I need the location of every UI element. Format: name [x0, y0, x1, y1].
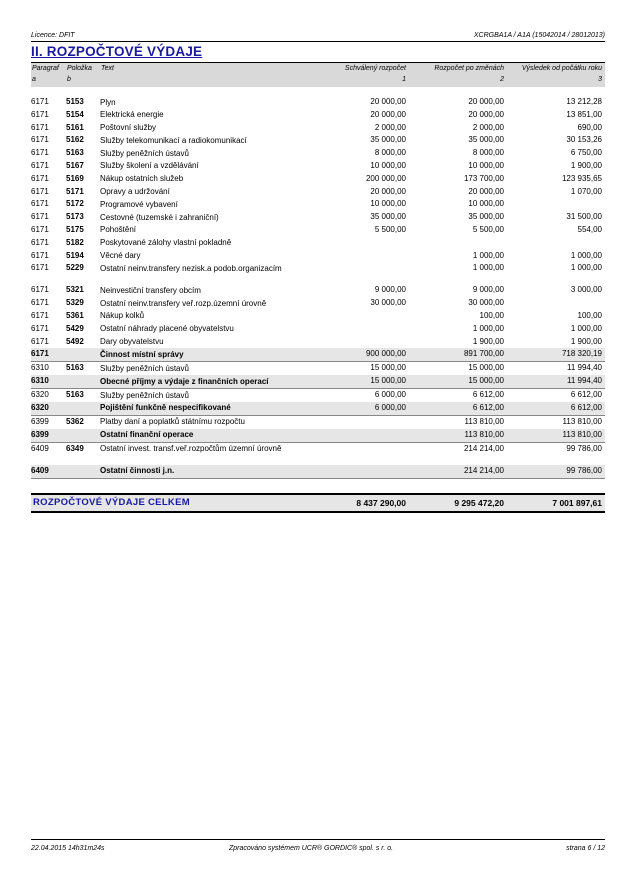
cell-schvaleny: 30 000,00	[370, 298, 406, 308]
cell-paragraf: 6399	[31, 429, 49, 439]
cell-schvaleny: 200 000,00	[365, 173, 406, 183]
col-text: Text	[101, 65, 114, 72]
cell-text: Služby peněžních ústavů	[100, 363, 189, 373]
table-row	[31, 262, 605, 284]
cell-paragraf: 6171	[31, 109, 49, 119]
subtotal-row	[31, 402, 605, 416]
cell-po-zmenach: 35 000,00	[468, 212, 504, 222]
cell-text: Programové vybavení	[100, 199, 178, 209]
report-code: XCRGBA1A / A1A (15042014 / 28012013)	[473, 32, 605, 39]
table-row	[31, 224, 605, 237]
total-schvaleny: 8 437 290,00	[356, 498, 406, 508]
cell-schvaleny: 5 500,00	[374, 224, 406, 234]
cell-po-zmenach: 2 000,00	[472, 122, 504, 132]
total-label: ROZPOČTOVÉ VÝDAJE CELKEM	[33, 497, 190, 508]
cell-text: Dary obyvatelstvu	[100, 337, 164, 347]
cell-vysledek: 123 935,65	[561, 173, 602, 183]
page-title: II. ROZPOČTOVÉ VÝDAJE	[31, 44, 203, 59]
cell-text: Ostatní neinv.transfery veř.rozp.územní úrovně	[100, 298, 267, 308]
cell-schvaleny: 10 000,00	[370, 160, 406, 170]
cell-po-zmenach: 10 000,00	[468, 160, 504, 170]
cell-text: Opravy a udržování	[100, 187, 170, 197]
cell-polozka: 5169	[66, 173, 84, 183]
cell-po-zmenach: 20 000,00	[468, 186, 504, 196]
cell-po-zmenach: 100,00	[479, 310, 504, 320]
cell-paragraf: 6171	[31, 122, 49, 132]
cell-po-zmenach: 173 700,00	[463, 173, 504, 183]
table-row	[31, 297, 605, 310]
cell-po-zmenach: 15 000,00	[468, 363, 504, 373]
cell-paragraf: 6171	[31, 135, 49, 145]
table-row	[31, 122, 605, 135]
cell-paragraf: 6171	[31, 199, 49, 209]
cell-po-zmenach: 214 214,00	[463, 465, 504, 475]
cell-po-zmenach: 1 000,00	[472, 323, 504, 333]
subtotal-row	[31, 465, 605, 479]
cell-text: Platby daní a poplatků státnímu rozpočtu	[100, 417, 245, 427]
cell-po-zmenach: 8 000,00	[472, 148, 504, 158]
cell-paragraf: 6310	[31, 363, 49, 373]
cell-schvaleny: 35 000,00	[370, 135, 406, 145]
cell-paragraf: 6171	[31, 237, 49, 247]
cell-po-zmenach: 891 700,00	[463, 349, 504, 359]
footer-page: strana 6 / 12	[566, 845, 605, 852]
cell-paragraf: 6171	[31, 97, 49, 106]
table-row	[31, 389, 605, 402]
col-paragraf: Paragraf	[32, 65, 59, 72]
table-row	[31, 134, 605, 147]
cell-vysledek: 1 900,00	[570, 160, 602, 170]
footer-timestamp: 22.04.2015 14h31m24s	[31, 845, 105, 852]
cell-polozka: 5172	[66, 199, 84, 209]
cell-paragraf: 6171	[31, 186, 49, 196]
cell-paragraf: 6171	[31, 148, 49, 158]
cell-polozka: 5163	[66, 148, 84, 158]
cell-vysledek: 6 750,00	[570, 148, 602, 158]
col-paragraf-sub: a	[32, 76, 36, 83]
total-row	[31, 493, 605, 513]
cell-paragraf: 6320	[31, 390, 49, 400]
budget-table	[31, 96, 605, 479]
cell-paragraf: 6171	[31, 173, 49, 183]
cell-paragraf: 6171	[31, 263, 49, 273]
cell-paragraf: 6171	[31, 349, 49, 359]
table-row	[31, 198, 605, 211]
cell-polozka: 5163	[66, 390, 84, 400]
cell-po-zmenach: 9 000,00	[472, 285, 504, 295]
cell-text: Ostatní činnosti j.n.	[100, 466, 175, 476]
cell-text: Ostatní invest. transf.veř.rozpočtům územní úrovně	[100, 444, 282, 454]
col-schvaleny-sub: 1	[402, 76, 406, 83]
cell-schvaleny: 9 000,00	[374, 285, 406, 295]
cell-paragraf: 6171	[31, 323, 49, 333]
cell-vysledek: 113 810,00	[562, 429, 602, 439]
cell-text: Ostatní neinv.transfery nezisk.a podob.organizacím	[100, 263, 282, 273]
col-schvaleny: Schválený rozpočet	[344, 65, 406, 72]
cell-vysledek: 99 786,00	[566, 465, 602, 475]
cell-vysledek: 690,00	[577, 122, 602, 132]
cell-schvaleny: 6 000,00	[374, 402, 406, 412]
cell-paragraf: 6171	[31, 250, 49, 260]
cell-vysledek: 100,00	[577, 310, 602, 320]
cell-po-zmenach: 6 612,00	[472, 390, 504, 400]
table-row	[31, 96, 605, 109]
cell-schvaleny: 15 000,00	[370, 363, 406, 373]
cell-po-zmenach: 6 612,00	[472, 402, 504, 412]
table-row	[31, 284, 605, 297]
cell-po-zmenach: 20 000,00	[468, 97, 504, 106]
cell-polozka: 5361	[66, 310, 84, 320]
cell-polozka: 5153	[66, 97, 84, 106]
cell-vysledek: 1 000,00	[570, 323, 602, 333]
cell-paragraf: 6320	[31, 402, 49, 412]
cell-vysledek: 1 000,00	[570, 263, 602, 273]
cell-schvaleny: 10 000,00	[370, 199, 406, 209]
cell-text: Nákup kolků	[100, 311, 145, 321]
cell-schvaleny: 20 000,00	[370, 186, 406, 196]
column-header	[31, 63, 605, 87]
cell-text: Služby peněžních ústavů	[100, 148, 189, 158]
table-row	[31, 416, 605, 429]
cell-vysledek: 113 810,00	[562, 416, 602, 426]
subtotal-row	[31, 348, 605, 362]
subtotal-row	[31, 375, 605, 389]
cell-polozka: 5167	[66, 160, 84, 170]
col-po-zmenach-sub: 2	[500, 76, 504, 83]
cell-polozka: 5162	[66, 135, 84, 145]
cell-text: Obecné příjmy a výdaje z finančních operací	[100, 376, 269, 386]
cell-po-zmenach: 113 810,00	[464, 429, 504, 439]
subtotal-row	[31, 429, 605, 443]
licence-label: Licence: DFIT	[31, 32, 75, 39]
table-row	[31, 443, 605, 465]
cell-vysledek: 31 500,00	[566, 212, 602, 222]
cell-polozka: 5362	[66, 416, 84, 426]
cell-po-zmenach: 214 214,00	[463, 443, 504, 453]
cell-text: Věcné dary	[100, 251, 141, 261]
table-row	[31, 211, 605, 224]
cell-po-zmenach: 30 000,00	[468, 298, 504, 308]
cell-vysledek: 11 994,40	[567, 363, 602, 373]
cell-polozka: 5163	[66, 363, 84, 373]
cell-text: Služby peněžních ústavů	[100, 390, 189, 400]
cell-vysledek: 554,00	[577, 224, 602, 234]
cell-po-zmenach: 35 000,00	[468, 135, 504, 145]
cell-vysledek: 13 851,00	[566, 109, 602, 119]
cell-polozka: 5161	[66, 122, 84, 132]
cell-text: Neinvestiční transfery obcím	[100, 285, 201, 295]
cell-polozka: 5173	[66, 212, 84, 222]
total-po-zmenach: 9 295 472,20	[454, 498, 504, 508]
cell-vysledek: 718 320,19	[561, 349, 602, 359]
cell-polozka: 5321	[66, 285, 84, 295]
cell-paragraf: 6399	[31, 416, 49, 426]
cell-polozka: 5171	[66, 186, 84, 196]
footer-rule	[31, 839, 605, 840]
table-row	[31, 237, 605, 250]
cell-paragraf: 6171	[31, 336, 49, 346]
cell-text: Elektrická energie	[100, 110, 164, 120]
col-po-zmenach: Rozpočet po změnách	[434, 65, 504, 72]
cell-text: Ostatní finanční operace	[100, 430, 194, 440]
cell-polozka: 5492	[66, 336, 84, 346]
cell-text: Ostatní náhrady placené obyvatelstvu	[100, 324, 234, 334]
cell-schvaleny: 20 000,00	[370, 97, 406, 106]
cell-po-zmenach: 15 000,00	[468, 376, 504, 386]
cell-vysledek: 1 070,00	[570, 186, 602, 196]
cell-vysledek: 11 994,40	[567, 376, 602, 386]
cell-schvaleny: 8 000,00	[374, 148, 406, 158]
cell-paragraf: 6171	[31, 160, 49, 170]
header-rule	[31, 41, 605, 42]
cell-paragraf: 6409	[31, 443, 49, 453]
table-row	[31, 186, 605, 199]
cell-po-zmenach: 1 900,00	[472, 336, 504, 346]
cell-vysledek: 1 000,00	[570, 250, 602, 260]
cell-text: Pohoštění	[100, 225, 137, 235]
table-row	[31, 173, 605, 186]
cell-text: Cestovné (tuzemské i zahraniční)	[100, 212, 219, 222]
cell-text: Služby telekomunikací a radiokomunikací	[100, 135, 247, 145]
table-row	[31, 336, 605, 349]
cell-vysledek: 1 900,00	[570, 336, 602, 346]
total-vysledek: 7 001 897,61	[552, 498, 602, 508]
cell-text: Poskytované zálohy vlastní pokladně	[100, 238, 232, 248]
cell-vysledek: 3 000,00	[570, 285, 602, 295]
footer-system: Zpracováno systémem UCR® GORDIC® spol. s r. o.	[229, 845, 394, 852]
cell-polozka: 5154	[66, 109, 84, 119]
cell-text: Pojištění funkčně nespecifikované	[100, 403, 231, 413]
cell-text: Plyn	[100, 97, 116, 107]
cell-text: Činnost místní správy	[100, 349, 184, 359]
cell-vysledek: 6 612,00	[570, 390, 602, 400]
cell-paragraf: 6310	[31, 376, 49, 386]
cell-schvaleny: 20 000,00	[370, 109, 406, 119]
cell-text: Služby školení a vzdělávání	[100, 161, 199, 171]
col-vysledek-sub: 3	[598, 76, 602, 83]
col-polozka: Položka	[67, 65, 92, 72]
table-row	[31, 250, 605, 263]
cell-paragraf: 6171	[31, 212, 49, 222]
cell-paragraf: 6409	[31, 465, 49, 475]
cell-po-zmenach: 1 000,00	[472, 250, 504, 260]
table-row	[31, 109, 605, 122]
cell-polozka: 5229	[66, 263, 84, 273]
cell-po-zmenach: 1 000,00	[472, 263, 504, 273]
cell-schvaleny: 15 000,00	[370, 376, 406, 386]
cell-paragraf: 6171	[31, 298, 49, 308]
cell-polozka: 5175	[66, 224, 84, 234]
col-polozka-sub: b	[67, 76, 71, 83]
cell-text: Poštovní služby	[100, 123, 157, 133]
cell-po-zmenach: 10 000,00	[468, 199, 504, 209]
cell-vysledek: 6 612,00	[570, 402, 602, 412]
table-row	[31, 160, 605, 173]
cell-schvaleny: 6 000,00	[374, 390, 406, 400]
cell-polozka: 5194	[66, 250, 84, 260]
cell-text: Nákup ostatních služeb	[100, 174, 184, 184]
cell-vysledek: 30 153,26	[566, 135, 602, 145]
cell-po-zmenach: 5 500,00	[472, 224, 504, 234]
cell-paragraf: 6171	[31, 310, 49, 320]
cell-vysledek: 99 786,00	[566, 443, 602, 453]
cell-vysledek: 13 212,28	[566, 97, 602, 106]
table-row	[31, 147, 605, 160]
cell-schvaleny: 35 000,00	[370, 212, 406, 222]
table-row	[31, 310, 605, 323]
cell-po-zmenach: 20 000,00	[468, 109, 504, 119]
cell-polozka: 5329	[66, 298, 84, 308]
cell-polozka: 6349	[66, 443, 84, 453]
cell-paragraf: 6171	[31, 285, 49, 295]
table-row	[31, 323, 605, 336]
cell-polozka: 5182	[66, 237, 84, 247]
col-vysledek: Výsledek od počátku roku	[521, 65, 602, 72]
cell-schvaleny: 900 000,00	[365, 349, 406, 359]
table-row	[31, 362, 605, 375]
cell-polozka: 5429	[66, 323, 84, 333]
cell-schvaleny: 2 000,00	[374, 122, 406, 132]
cell-po-zmenach: 113 810,00	[464, 416, 504, 426]
cell-paragraf: 6171	[31, 224, 49, 234]
